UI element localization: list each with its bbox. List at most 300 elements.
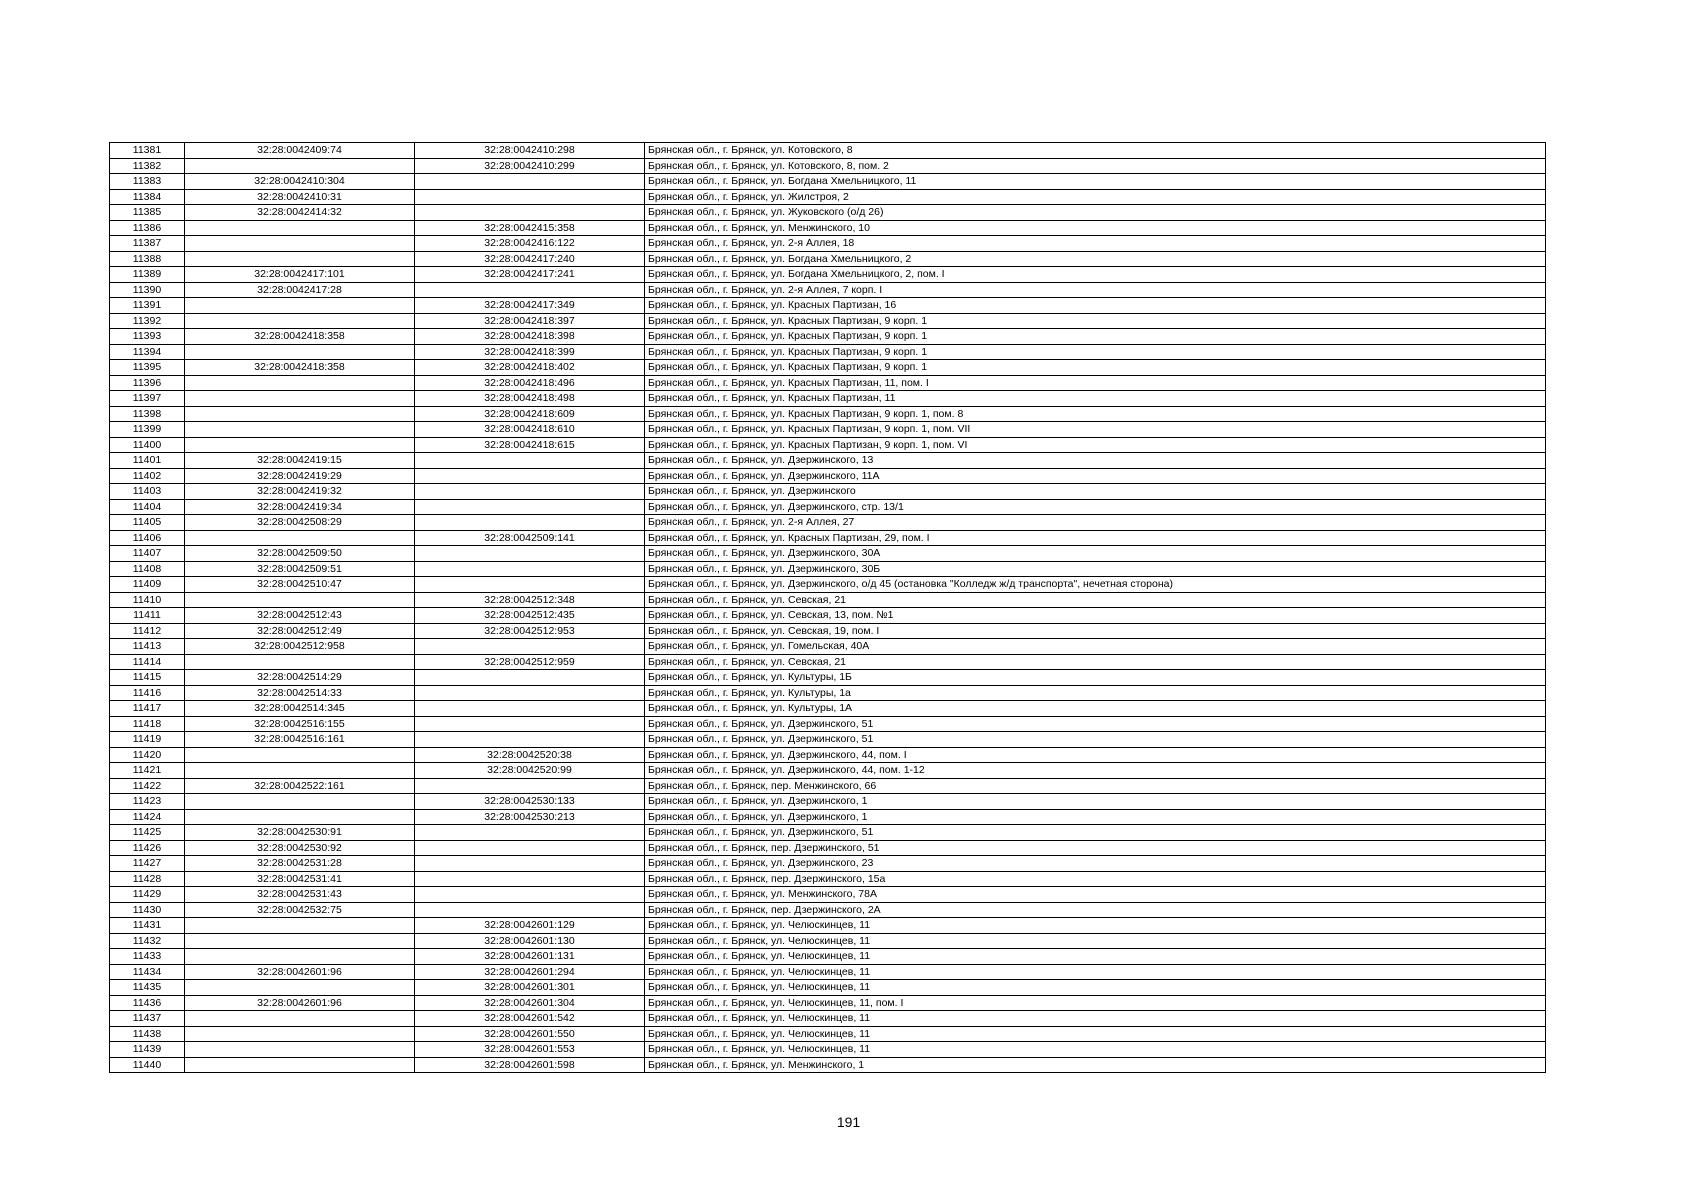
address-cell: Брянская обл., г. Брянск, ул. Красных Партизан, 9 корп. 1	[645, 360, 1546, 376]
row-number-cell: 11387	[110, 236, 185, 252]
address-cell: Брянская обл., г. Брянск, ул. Культуры, 1а	[645, 685, 1546, 701]
object-cadastral-cell: 32:28:0042418:402	[415, 360, 645, 376]
address-cell: Брянская обл., г. Брянск, ул. Красных Партизан, 9 корп. 1	[645, 329, 1546, 345]
land-cadastral-cell	[185, 298, 415, 314]
land-cadastral-cell: 32:28:0042410:304	[185, 174, 415, 190]
object-cadastral-cell: 32:28:0042410:299	[415, 158, 645, 174]
row-number-cell: 11411	[110, 608, 185, 624]
row-number-cell: 11402	[110, 468, 185, 484]
address-cell: Брянская обл., г. Брянск, пер. Дзержинского, 51	[645, 840, 1546, 856]
address-cell: Брянская обл., г. Брянск, ул. Жуковского (о/д 26)	[645, 205, 1546, 221]
land-cadastral-cell: 32:28:0042531:43	[185, 887, 415, 903]
address-cell: Брянская обл., г. Брянск, ул. Челюскинцев, 11	[645, 980, 1546, 996]
object-cadastral-cell: 32:28:0042509:141	[415, 530, 645, 546]
row-number-cell: 11389	[110, 267, 185, 283]
land-cadastral-cell	[185, 251, 415, 267]
object-cadastral-cell	[415, 887, 645, 903]
row-number-cell: 11417	[110, 701, 185, 717]
object-cadastral-cell: 32:28:0042417:241	[415, 267, 645, 283]
row-number-cell: 11392	[110, 313, 185, 329]
table-row	[110, 220, 1546, 236]
row-number-cell: 11429	[110, 887, 185, 903]
address-cell: Брянская обл., г. Брянск, пер. Дзержинского, 15а	[645, 871, 1546, 887]
land-cadastral-cell: 32:28:0042508:29	[185, 515, 415, 531]
table-row	[110, 174, 1546, 190]
table-row	[110, 158, 1546, 174]
object-cadastral-cell	[415, 732, 645, 748]
table-row	[110, 716, 1546, 732]
address-cell: Брянская обл., г. Брянск, ул. Челюскинцев, 11	[645, 1026, 1546, 1042]
row-number-cell: 11413	[110, 639, 185, 655]
table-row	[110, 918, 1546, 934]
table-row	[110, 453, 1546, 469]
address-cell: Брянская обл., г. Брянск, ул. Челюскинцев, 11, пом. I	[645, 995, 1546, 1011]
land-cadastral-cell	[185, 344, 415, 360]
land-cadastral-cell: 32:28:0042531:28	[185, 856, 415, 872]
row-number-cell: 11425	[110, 825, 185, 841]
land-cadastral-cell	[185, 313, 415, 329]
address-cell: Брянская обл., г. Брянск, ул. Челюскинцев, 11	[645, 1042, 1546, 1058]
land-cadastral-cell	[185, 980, 415, 996]
land-cadastral-cell: 32:28:0042530:91	[185, 825, 415, 841]
object-cadastral-cell	[415, 189, 645, 205]
land-cadastral-cell	[185, 158, 415, 174]
row-number-cell: 11424	[110, 809, 185, 825]
land-cadastral-cell: 32:28:0042414:32	[185, 205, 415, 221]
row-number-cell: 11419	[110, 732, 185, 748]
table-row	[110, 406, 1546, 422]
land-cadastral-cell: 32:28:0042516:161	[185, 732, 415, 748]
address-cell: Брянская обл., г. Брянск, ул. Культуры, 1А	[645, 701, 1546, 717]
object-cadastral-cell: 32:28:0042418:496	[415, 375, 645, 391]
object-cadastral-cell: 32:28:0042418:609	[415, 406, 645, 422]
row-number-cell: 11440	[110, 1057, 185, 1073]
table-row	[110, 313, 1546, 329]
address-cell: Брянская обл., г. Брянск, ул. Красных Партизан, 29, пом. I	[645, 530, 1546, 546]
row-number-cell: 11436	[110, 995, 185, 1011]
address-cell: Брянская обл., г. Брянск, ул. Красных Партизан, 9 корп. 1, пом. VI	[645, 437, 1546, 453]
object-cadastral-cell	[415, 484, 645, 500]
address-cell: Брянская обл., г. Брянск, ул. Дзержинского, 23	[645, 856, 1546, 872]
table-row	[110, 577, 1546, 593]
address-cell: Брянская обл., г. Брянск, пер. Менжинского, 66	[645, 778, 1546, 794]
land-cadastral-cell	[185, 747, 415, 763]
address-cell: Брянская обл., г. Брянск, ул. Севская, 21	[645, 592, 1546, 608]
table-row	[110, 902, 1546, 918]
row-number-cell: 11434	[110, 964, 185, 980]
row-number-cell: 11388	[110, 251, 185, 267]
row-number-cell: 11427	[110, 856, 185, 872]
table-row	[110, 1057, 1546, 1073]
address-cell: Брянская обл., г. Брянск, ул. Севская, 19, пом. I	[645, 623, 1546, 639]
table-row	[110, 856, 1546, 872]
row-number-cell: 11416	[110, 685, 185, 701]
row-number-cell: 11406	[110, 530, 185, 546]
land-cadastral-cell: 32:28:0042532:75	[185, 902, 415, 918]
address-cell: Брянская обл., г. Брянск, ул. Менжинского, 1	[645, 1057, 1546, 1073]
row-number-cell: 11393	[110, 329, 185, 345]
object-cadastral-cell	[415, 561, 645, 577]
land-cadastral-cell: 32:28:0042512:49	[185, 623, 415, 639]
row-number-cell: 11431	[110, 918, 185, 934]
table-row	[110, 840, 1546, 856]
land-cadastral-cell	[185, 375, 415, 391]
row-number-cell: 11430	[110, 902, 185, 918]
table-row	[110, 1026, 1546, 1042]
object-cadastral-cell	[415, 546, 645, 562]
object-cadastral-cell: 32:28:0042601:304	[415, 995, 645, 1011]
object-cadastral-cell: 32:28:0042601:301	[415, 980, 645, 996]
table-row	[110, 964, 1546, 980]
table-row	[110, 949, 1546, 965]
address-cell: Брянская обл., г. Брянск, ул. Челюскинцев, 11	[645, 1011, 1546, 1027]
land-cadastral-cell	[185, 1042, 415, 1058]
row-number-cell: 11435	[110, 980, 185, 996]
object-cadastral-cell: 32:28:0042520:99	[415, 763, 645, 779]
row-number-cell: 11426	[110, 840, 185, 856]
address-cell: Брянская обл., г. Брянск, ул. Красных Партизан, 9 корп. 1, пом. VII	[645, 422, 1546, 438]
address-cell: Брянская обл., г. Брянск, ул. Менжинского, 78А	[645, 887, 1546, 903]
land-cadastral-cell: 32:28:0042531:41	[185, 871, 415, 887]
table-row	[110, 747, 1546, 763]
object-cadastral-cell: 32:28:0042410:298	[415, 143, 645, 159]
address-cell: Брянская обл., г. Брянск, ул. 2-я Аллея, 18	[645, 236, 1546, 252]
table-row	[110, 608, 1546, 624]
row-number-cell: 11414	[110, 654, 185, 670]
table-row	[110, 205, 1546, 221]
table-row	[110, 344, 1546, 360]
object-cadastral-cell	[415, 902, 645, 918]
object-cadastral-cell: 32:28:0042520:38	[415, 747, 645, 763]
row-number-cell: 11391	[110, 298, 185, 314]
table-row	[110, 1011, 1546, 1027]
row-number-cell: 11428	[110, 871, 185, 887]
table-row	[110, 623, 1546, 639]
land-cadastral-cell	[185, 220, 415, 236]
object-cadastral-cell	[415, 499, 645, 515]
land-cadastral-cell: 32:28:0042418:358	[185, 329, 415, 345]
address-cell: Брянская обл., г. Брянск, ул. Дзержинского, 13	[645, 453, 1546, 469]
land-cadastral-cell	[185, 391, 415, 407]
object-cadastral-cell: 32:28:0042601:129	[415, 918, 645, 934]
table-row	[110, 732, 1546, 748]
object-cadastral-cell: 32:28:0042418:397	[415, 313, 645, 329]
address-cell: Брянская обл., г. Брянск, ул. Дзержинского, стр. 13/1	[645, 499, 1546, 515]
row-number-cell: 11382	[110, 158, 185, 174]
object-cadastral-cell: 32:28:0042417:240	[415, 251, 645, 267]
object-cadastral-cell	[415, 825, 645, 841]
object-cadastral-cell	[415, 174, 645, 190]
row-number-cell: 11409	[110, 577, 185, 593]
table-row	[110, 437, 1546, 453]
table-row	[110, 685, 1546, 701]
object-cadastral-cell	[415, 685, 645, 701]
row-number-cell: 11383	[110, 174, 185, 190]
row-number-cell: 11400	[110, 437, 185, 453]
table-row	[110, 499, 1546, 515]
object-cadastral-cell: 32:28:0042417:349	[415, 298, 645, 314]
row-number-cell: 11381	[110, 143, 185, 159]
object-cadastral-cell: 32:28:0042601:550	[415, 1026, 645, 1042]
row-number-cell: 11423	[110, 794, 185, 810]
row-number-cell: 11396	[110, 375, 185, 391]
land-cadastral-cell	[185, 406, 415, 422]
table-row	[110, 701, 1546, 717]
row-number-cell: 11384	[110, 189, 185, 205]
row-number-cell: 11395	[110, 360, 185, 376]
object-cadastral-cell	[415, 577, 645, 593]
land-cadastral-cell: 32:28:0042419:29	[185, 468, 415, 484]
table-row	[110, 298, 1546, 314]
land-cadastral-cell	[185, 1026, 415, 1042]
table-row	[110, 933, 1546, 949]
land-cadastral-cell: 32:28:0042601:96	[185, 995, 415, 1011]
table-row	[110, 592, 1546, 608]
address-cell: Брянская обл., г. Брянск, ул. Дзержинского	[645, 484, 1546, 500]
object-cadastral-cell	[415, 205, 645, 221]
land-cadastral-cell	[185, 437, 415, 453]
object-cadastral-cell	[415, 670, 645, 686]
row-number-cell: 11415	[110, 670, 185, 686]
row-number-cell: 11405	[110, 515, 185, 531]
table-row	[110, 825, 1546, 841]
table-row	[110, 282, 1546, 298]
object-cadastral-cell: 32:28:0042418:398	[415, 329, 645, 345]
table-row	[110, 995, 1546, 1011]
table-row	[110, 871, 1546, 887]
table-row	[110, 422, 1546, 438]
row-number-cell: 11433	[110, 949, 185, 965]
land-cadastral-cell: 32:28:0042419:15	[185, 453, 415, 469]
address-cell: Брянская обл., г. Брянск, ул. Красных Партизан, 9 корп. 1	[645, 313, 1546, 329]
address-cell: Брянская обл., г. Брянск, ул. Красных Партизан, 9 корп. 1	[645, 344, 1546, 360]
table-body	[110, 143, 1546, 1073]
address-cell: Брянская обл., г. Брянск, ул. Дзержинского, 1	[645, 809, 1546, 825]
address-cell: Брянская обл., г. Брянск, ул. 2-я Аллея, 7 корп. I	[645, 282, 1546, 298]
address-cell: Брянская обл., г. Брянск, пер. Дзержинского, 2А	[645, 902, 1546, 918]
row-number-cell: 11394	[110, 344, 185, 360]
table-row	[110, 468, 1546, 484]
table-row	[110, 360, 1546, 376]
object-cadastral-cell: 32:28:0042601:542	[415, 1011, 645, 1027]
address-cell: Брянская обл., г. Брянск, ул. Красных Партизан, 16	[645, 298, 1546, 314]
land-cadastral-cell	[185, 933, 415, 949]
land-cadastral-cell: 32:28:0042522:161	[185, 778, 415, 794]
land-cadastral-cell	[185, 236, 415, 252]
address-cell: Брянская обл., г. Брянск, ул. Менжинского, 10	[645, 220, 1546, 236]
row-number-cell: 11399	[110, 422, 185, 438]
land-cadastral-cell: 32:28:0042516:155	[185, 716, 415, 732]
row-number-cell: 11437	[110, 1011, 185, 1027]
object-cadastral-cell	[415, 856, 645, 872]
address-cell: Брянская обл., г. Брянск, ул. Богдана Хмельницкого, 2, пом. I	[645, 267, 1546, 283]
object-cadastral-cell: 32:28:0042530:133	[415, 794, 645, 810]
land-cadastral-cell	[185, 422, 415, 438]
object-cadastral-cell: 32:28:0042530:213	[415, 809, 645, 825]
object-cadastral-cell: 32:28:0042512:348	[415, 592, 645, 608]
land-cadastral-cell: 32:28:0042510:47	[185, 577, 415, 593]
object-cadastral-cell	[415, 468, 645, 484]
address-cell: Брянская обл., г. Брянск, ул. Дзержинского, 51	[645, 716, 1546, 732]
object-cadastral-cell	[415, 716, 645, 732]
object-cadastral-cell: 32:28:0042512:959	[415, 654, 645, 670]
land-cadastral-cell: 32:28:0042514:33	[185, 685, 415, 701]
object-cadastral-cell: 32:28:0042512:435	[415, 608, 645, 624]
row-number-cell: 11439	[110, 1042, 185, 1058]
table-row	[110, 763, 1546, 779]
row-number-cell: 11421	[110, 763, 185, 779]
table-row	[110, 794, 1546, 810]
table-row	[110, 530, 1546, 546]
address-cell: Брянская обл., г. Брянск, ул. Дзержинского, 30Б	[645, 561, 1546, 577]
land-cadastral-cell: 32:28:0042514:345	[185, 701, 415, 717]
row-number-cell: 11386	[110, 220, 185, 236]
address-cell: Брянская обл., г. Брянск, ул. Котовского, 8	[645, 143, 1546, 159]
table-row	[110, 236, 1546, 252]
row-number-cell: 11398	[110, 406, 185, 422]
address-cell: Брянская обл., г. Брянск, ул. Дзержинского, 11А	[645, 468, 1546, 484]
object-cadastral-cell: 32:28:0042418:615	[415, 437, 645, 453]
object-cadastral-cell: 32:28:0042418:498	[415, 391, 645, 407]
land-cadastral-cell: 32:28:0042512:958	[185, 639, 415, 655]
address-cell: Брянская обл., г. Брянск, ул. Жилстроя, 2	[645, 189, 1546, 205]
object-cadastral-cell	[415, 515, 645, 531]
land-cadastral-cell: 32:28:0042509:51	[185, 561, 415, 577]
object-cadastral-cell	[415, 871, 645, 887]
row-number-cell: 11390	[110, 282, 185, 298]
object-cadastral-cell: 32:28:0042601:553	[415, 1042, 645, 1058]
object-cadastral-cell: 32:28:0042601:131	[415, 949, 645, 965]
land-cadastral-cell: 32:28:0042530:92	[185, 840, 415, 856]
object-cadastral-cell	[415, 453, 645, 469]
table-row	[110, 329, 1546, 345]
table-row	[110, 809, 1546, 825]
table-row	[110, 515, 1546, 531]
table-row	[110, 1042, 1546, 1058]
table-row	[110, 267, 1546, 283]
address-cell: Брянская обл., г. Брянск, ул. Гомельская, 40А	[645, 639, 1546, 655]
object-cadastral-cell	[415, 778, 645, 794]
land-cadastral-cell: 32:28:0042509:50	[185, 546, 415, 562]
land-cadastral-cell: 32:28:0042410:31	[185, 189, 415, 205]
land-cadastral-cell: 32:28:0042417:101	[185, 267, 415, 283]
table-row	[110, 670, 1546, 686]
land-cadastral-cell	[185, 1057, 415, 1073]
address-cell: Брянская обл., г. Брянск, ул. Дзержинского, 44, пом. I	[645, 747, 1546, 763]
object-cadastral-cell	[415, 282, 645, 298]
object-cadastral-cell	[415, 639, 645, 655]
address-cell: Брянская обл., г. Брянск, ул. Богдана Хмельницкого, 11	[645, 174, 1546, 190]
page-number: 191	[836, 1114, 861, 1130]
row-number-cell: 11397	[110, 391, 185, 407]
object-cadastral-cell: 32:28:0042415:358	[415, 220, 645, 236]
table-row	[110, 980, 1546, 996]
object-cadastral-cell	[415, 701, 645, 717]
land-cadastral-cell	[185, 530, 415, 546]
land-cadastral-cell: 32:28:0042419:34	[185, 499, 415, 515]
object-cadastral-cell: 32:28:0042512:953	[415, 623, 645, 639]
row-number-cell: 11418	[110, 716, 185, 732]
row-number-cell: 11422	[110, 778, 185, 794]
land-cadastral-cell	[185, 809, 415, 825]
land-cadastral-cell: 32:28:0042514:29	[185, 670, 415, 686]
row-number-cell: 11385	[110, 205, 185, 221]
land-cadastral-cell	[185, 592, 415, 608]
row-number-cell: 11438	[110, 1026, 185, 1042]
address-cell: Брянская обл., г. Брянск, ул. Дзержинского, о/д 45 (остановка "Колледж ж/д транспорта", нечетная сторона)	[645, 577, 1546, 593]
object-cadastral-cell	[415, 840, 645, 856]
address-cell: Брянская обл., г. Брянск, ул. Дзержинского, 51	[645, 732, 1546, 748]
address-cell: Брянская обл., г. Брянск, ул. Дзержинского, 51	[645, 825, 1546, 841]
address-cell: Брянская обл., г. Брянск, ул. Челюскинцев, 11	[645, 933, 1546, 949]
table-row	[110, 887, 1546, 903]
table-row	[110, 375, 1546, 391]
address-cell: Брянская обл., г. Брянск, ул. Котовского, 8, пом. 2	[645, 158, 1546, 174]
address-cell: Брянская обл., г. Брянск, ул. Богдана Хмельницкого, 2	[645, 251, 1546, 267]
row-number-cell: 11404	[110, 499, 185, 515]
address-cell: Брянская обл., г. Брянск, ул. Красных Партизан, 11	[645, 391, 1546, 407]
land-cadastral-cell	[185, 654, 415, 670]
row-number-cell: 11432	[110, 933, 185, 949]
object-cadastral-cell: 32:28:0042601:598	[415, 1057, 645, 1073]
table-row	[110, 484, 1546, 500]
table-row	[110, 654, 1546, 670]
row-number-cell: 11410	[110, 592, 185, 608]
table-row	[110, 391, 1546, 407]
land-cadastral-cell	[185, 763, 415, 779]
table-row	[110, 143, 1546, 159]
land-cadastral-cell	[185, 949, 415, 965]
land-cadastral-cell	[185, 794, 415, 810]
object-cadastral-cell: 32:28:0042601:130	[415, 933, 645, 949]
address-cell: Брянская обл., г. Брянск, ул. Севская, 13, пом. №1	[645, 608, 1546, 624]
address-cell: Брянская обл., г. Брянск, ул. Челюскинцев, 11	[645, 949, 1546, 965]
land-cadastral-cell: 32:28:0042601:96	[185, 964, 415, 980]
object-cadastral-cell: 32:28:0042418:610	[415, 422, 645, 438]
address-cell: Брянская обл., г. Брянск, ул. Дзержинского, 30А	[645, 546, 1546, 562]
object-cadastral-cell: 32:28:0042601:294	[415, 964, 645, 980]
land-cadastral-cell	[185, 918, 415, 934]
row-number-cell: 11407	[110, 546, 185, 562]
address-cell: Брянская обл., г. Брянск, ул. Красных Партизан, 9 корп. 1, пом. 8	[645, 406, 1546, 422]
row-number-cell: 11408	[110, 561, 185, 577]
land-cadastral-cell: 32:28:0042512:43	[185, 608, 415, 624]
table-row	[110, 639, 1546, 655]
row-number-cell: 11420	[110, 747, 185, 763]
table-row	[110, 561, 1546, 577]
row-number-cell: 11412	[110, 623, 185, 639]
row-number-cell: 11403	[110, 484, 185, 500]
object-cadastral-cell: 32:28:0042416:122	[415, 236, 645, 252]
address-cell: Брянская обл., г. Брянск, ул. Красных Партизан, 11, пом. I	[645, 375, 1546, 391]
address-cell: Брянская обл., г. Брянск, ул. Севская, 21	[645, 654, 1546, 670]
object-cadastral-cell: 32:28:0042418:399	[415, 344, 645, 360]
address-cell: Брянская обл., г. Брянск, ул. Дзержинского, 1	[645, 794, 1546, 810]
property-table	[109, 142, 1546, 1073]
table-row	[110, 778, 1546, 794]
address-cell: Брянская обл., г. Брянск, ул. Дзержинского, 44, пом. 1-12	[645, 763, 1546, 779]
row-number-cell: 11401	[110, 453, 185, 469]
land-cadastral-cell	[185, 1011, 415, 1027]
land-cadastral-cell: 32:28:0042418:358	[185, 360, 415, 376]
table-row	[110, 546, 1546, 562]
address-cell: Брянская обл., г. Брянск, ул. Культуры, 1Б	[645, 670, 1546, 686]
land-cadastral-cell: 32:28:0042419:32	[185, 484, 415, 500]
address-cell: Брянская обл., г. Брянск, ул. 2-я Аллея, 27	[645, 515, 1546, 531]
land-cadastral-cell: 32:28:0042409:74	[185, 143, 415, 159]
table-row	[110, 251, 1546, 267]
address-cell: Брянская обл., г. Брянск, ул. Челюскинцев, 11	[645, 964, 1546, 980]
